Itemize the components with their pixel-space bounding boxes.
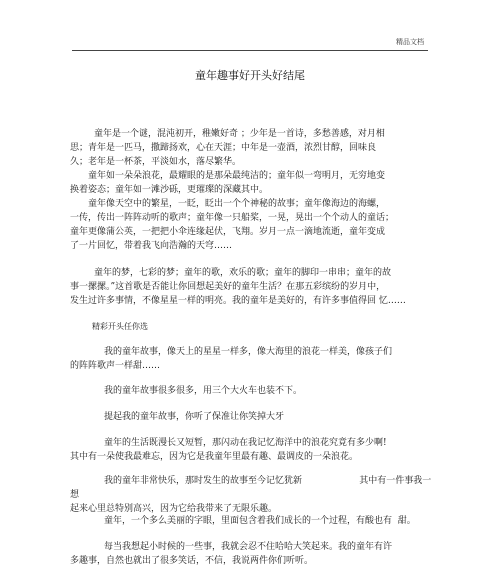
example-paragraph-4: 童年的生活既漫长又短暂，那闪动在我记忆海洋中的浪花究竟有多少啊! 其中有一朵使我最难忘，因为它是我童年里最有趣、最调皮的一朵浪花。	[70, 438, 387, 462]
intro-paragraph-2: 童年如一朵朵浪花，最耀眼的是那朵最纯洁的；童年似一弯明月，无穷地变 换着姿态；童年如一滩沙砾，更璀璨的深藏其中。	[70, 171, 386, 195]
section-heading: 精彩开头任你选	[92, 322, 148, 331]
example-paragraph-3: 提起我的童年故事，你听了保准让你笑掉大牙	[104, 412, 285, 422]
example-paragraph-7: 每当我想起小时候的一些事，我就会忍不住哈哈大笑起来。我的童年有许 多趣事，自然也就出了很多笑话，不信，我说两件你们听听。	[70, 542, 393, 566]
example-paragraph-6: 童年，一个多么美丽的字眼，里面包含着我们成长的一个过程，有酸也有 甜。	[104, 516, 416, 526]
intro-paragraph-4: 童年的梦，七彩的梦；童年的歌，欢乐的歌；童年的脚印一串串；童年的故 事一摞摞。”这首歌是否能让你回想起美好的童年生活？在那五彩缤纷的岁月中， 发生过许多事情，不像星星一样的明亮。我的童年是美好的，有许多事值得回 忆……	[70, 268, 406, 306]
intro-paragraph-3: 童年像天空中的繁星，一眨，眨出一个个神秘的故事；童年像海边的海螺， 一传，传出一阵阵动听的歌声；童年像一只船桨，一晃，晃出一个个动人的童话； 童年更像蒲公英，一把把小伞连缘起伏，飞翔。岁月一点一滴地流逝，童年变成 了一片回忆，带着我飞向浩瀚的天穹……	[70, 199, 395, 251]
example-paragraph-2: 我的童年故事很多很多，用三个大火车也装不下。	[104, 386, 303, 396]
example-paragraph-1: 我的童年故事，像天上的星星一样多，像大海里的浪花一样美，像孩子们 的阵阵歌声一样甜……	[70, 347, 393, 371]
header-label: 精品文档	[396, 38, 424, 46]
intro-paragraph-1: 童年是一个谜，混沌初开，稚嫩好奇 ；少年是一首诗，多愁善感，对月相 思；青年是一匹马，撒蹄扬欢，心在天涯；中年是一壶酒，浓烈甘醇，回味良 久；老年是一杯茶，平淡如水，落尽繁华。	[70, 129, 385, 167]
page-title: 童年趣事好开头好结尾	[195, 69, 305, 82]
header-divider	[72, 50, 428, 51]
example-paragraph-5: 我的童年非常快乐，那时发生的故事至今记忆犹新 其中有一件事我一想 起来心里总特别高兴，因为它给我带来了无限乐趣。	[70, 476, 432, 514]
